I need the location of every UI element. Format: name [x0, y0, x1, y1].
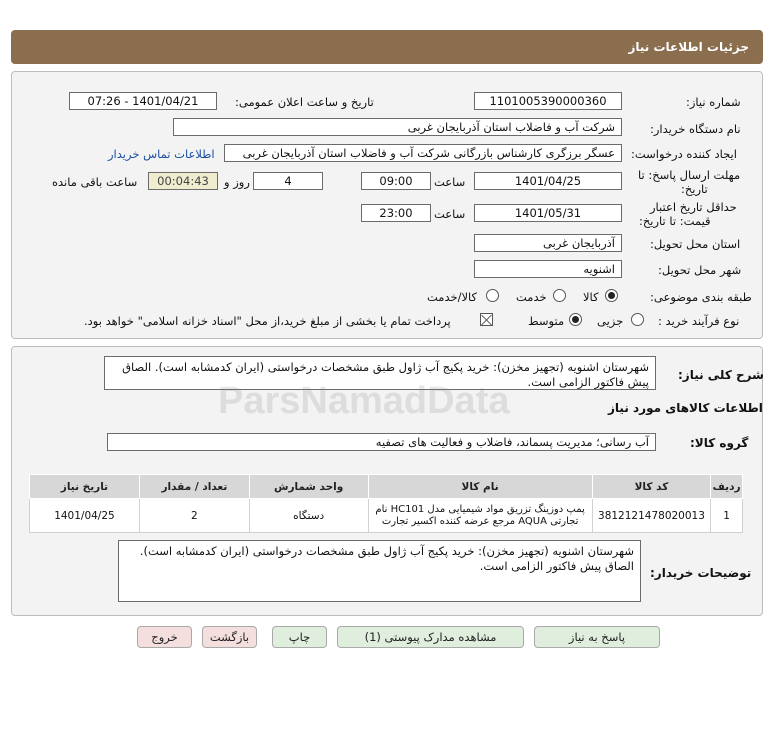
- need-number-field: 1101005390000360: [474, 92, 622, 110]
- category-radio-service[interactable]: [553, 289, 566, 302]
- buyer-notes-label: توضیحات خریدار:: [650, 566, 752, 580]
- deadline-label-2: تاریخ:: [681, 182, 708, 196]
- process-option-minor: جزیی: [597, 314, 624, 328]
- col-unit: واحد شمارش: [249, 475, 368, 499]
- reply-button[interactable]: پاسخ به نیاز: [534, 626, 660, 648]
- deadline-time-field: 09:00: [361, 172, 431, 190]
- cell-date: 1401/04/25: [30, 499, 140, 533]
- category-radio-goods-service[interactable]: [486, 289, 499, 302]
- deadline-date-field: 1401/04/25: [474, 172, 622, 190]
- category-option-service: خدمت: [516, 290, 547, 304]
- need-number-label: شماره نیاز:: [686, 95, 741, 109]
- cell-unit: دستگاه: [249, 499, 368, 533]
- summary-label: شرح کلی نیاز:: [678, 368, 764, 382]
- requester-label: ایجاد کننده درخواست:: [631, 147, 737, 161]
- col-date: تاریخ نیاز: [30, 475, 140, 499]
- province-label: استان محل تحویل:: [650, 237, 741, 251]
- buyer-notes-field: شهرستان اشنویه (تجهیز مخزن): خرید پکیج آب ژاول طبق مشخصات درخواستی (ایران کدمشابه است). الصاق پیش فاکتور الزامی است.: [118, 540, 641, 602]
- category-radio-goods[interactable]: [605, 289, 618, 302]
- city-label: شهر محل تحویل:: [658, 263, 742, 277]
- remaining-label: ساعت باقی مانده: [52, 175, 138, 189]
- announce-label: تاریخ و ساعت اعلان عمومی:: [235, 95, 374, 109]
- remaining-time-field: 00:04:43: [148, 172, 218, 190]
- col-qty: تعداد / مقدار: [139, 475, 249, 499]
- col-row: ردیف: [711, 475, 743, 499]
- cell-row: 1: [711, 499, 743, 533]
- attachments-button[interactable]: مشاهده مدارک پیوستی (1): [337, 626, 524, 648]
- print-button[interactable]: چاپ: [272, 626, 327, 648]
- exit-button[interactable]: خروج: [137, 626, 192, 648]
- province-field: آذربایجان غربی: [474, 234, 622, 252]
- category-option-goods-service: کالا/خدمت: [427, 290, 478, 304]
- goods-group-label: گروه کالا:: [690, 436, 749, 450]
- process-radio-minor[interactable]: [631, 313, 644, 326]
- deadline-label-1: مهلت ارسال پاسخ: تا: [638, 168, 741, 182]
- goods-section-title: اطلاعات کالاهای مورد نیاز: [608, 401, 763, 415]
- page-header: [11, 30, 763, 64]
- cell-code: 3812121478020013: [592, 499, 711, 533]
- buyer-label: نام دستگاه خریدار:: [650, 122, 741, 136]
- table-row: [30, 499, 743, 533]
- process-option-medium: متوسط: [528, 314, 565, 328]
- requester-field: عسگر برزگری کارشناس بازرگانی شرکت آب و فاضلاب استان آذربایجان غربی: [224, 144, 622, 162]
- validity-label-2: قیمت: تا تاریخ:: [639, 214, 711, 228]
- cell-qty: 2: [139, 499, 249, 533]
- contact-buyer-link[interactable]: اطلاعات تماس خریدار: [108, 147, 215, 161]
- validity-time-field: 23:00: [361, 204, 431, 222]
- announce-field: 1401/04/21 - 07:26: [69, 92, 217, 110]
- days-field: 4: [253, 172, 323, 190]
- buyer-field: شرکت آب و فاضلاب استان آذربایجان غربی: [173, 118, 622, 136]
- category-option-goods: کالا: [583, 290, 599, 304]
- goods-table-header: [30, 475, 743, 499]
- col-code: کد کالا: [592, 475, 711, 499]
- validity-time-label: ساعت: [434, 207, 466, 221]
- payment-note: پرداخت تمام یا بخشی از مبلغ خرید،از محل "اسناد خزانه اسلامی" خواهد بود.: [84, 314, 451, 328]
- goods-table: [29, 474, 743, 533]
- cell-name: پمپ دوزینگ تزریق مواد شیمیایی مدل HC101 نام تجارتی AQUA مرجع عرضه کننده اکسیر تجارت: [368, 499, 592, 533]
- page-title: جزئیات اطلاعات نیاز: [628, 40, 749, 54]
- col-name: نام کالا: [368, 475, 592, 499]
- city-field: اشنویه: [474, 260, 622, 278]
- days-label: روز و: [224, 175, 250, 189]
- summary-field: شهرستان اشنویه (تجهیز مخزن): خرید پکیج آب ژاول طبق مشخصات درخواستی (ایران کدمشابه است). الصاق پیش فاکتور الزامی است.: [104, 356, 656, 390]
- deadline-time-label: ساعت: [434, 175, 466, 189]
- validity-date-field: 1401/05/31: [474, 204, 622, 222]
- back-button[interactable]: بازگشت: [202, 626, 257, 648]
- validity-label-1: حداقل تاریخ اعتبار: [650, 200, 737, 214]
- process-label: نوع فرآیند خرید :: [658, 314, 740, 328]
- process-radio-medium[interactable]: [569, 313, 582, 326]
- treasury-checkbox[interactable]: [480, 313, 493, 326]
- category-label: طبقه بندی موضوعی:: [650, 290, 752, 304]
- goods-group-field: آب رسانی؛ مدیریت پسماند، فاضلاب و فعالیت های تصفیه: [107, 433, 656, 451]
